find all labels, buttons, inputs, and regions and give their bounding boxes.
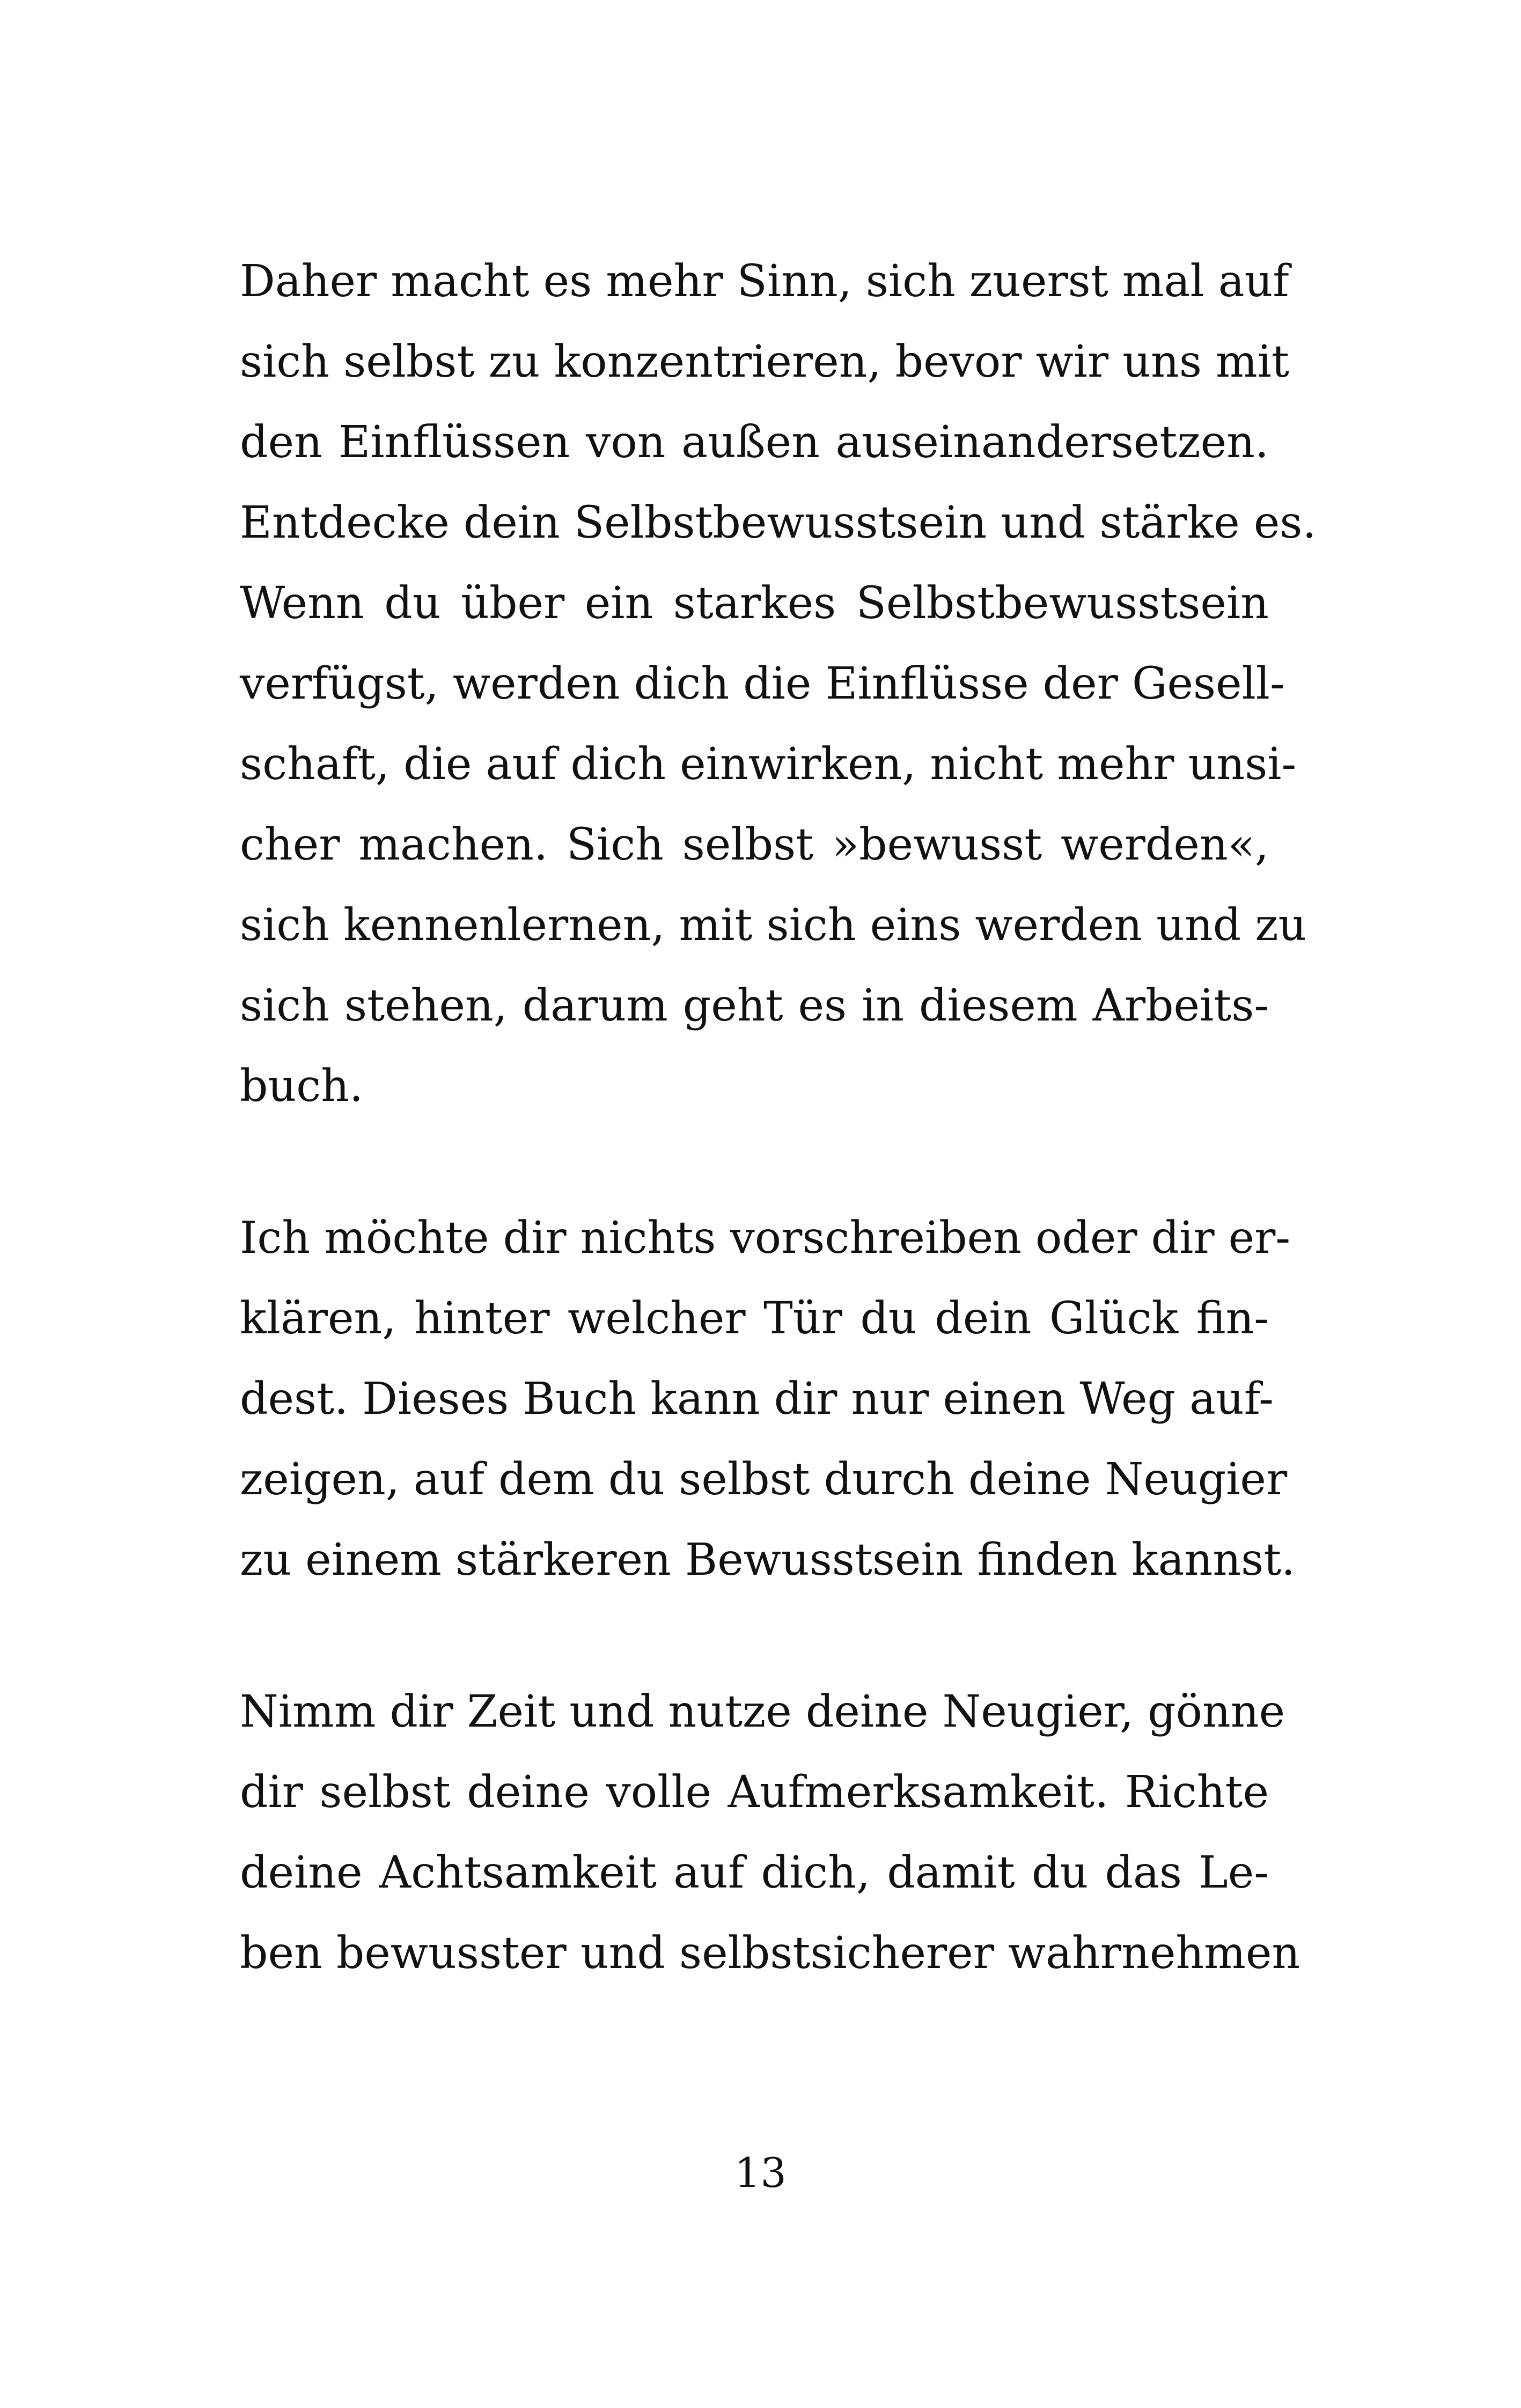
text-line: sich stehen, darum geht es in diesem Arbeits-: [240, 980, 1269, 1031]
text-line: Nimm dir Zeit und nutze deine Neugier, gönne: [240, 1686, 1285, 1737]
text-line: den Einflüssen von außen auseinandersetzen.: [240, 417, 1269, 468]
text-line: zu einem stärkeren Bewusstsein finden kannst.: [240, 1535, 1296, 1585]
text-line: Entdecke dein Selbstbewusstsein und stärke es.: [240, 497, 1317, 548]
text-line: dest. Dieses Buch kann dir nur einen Weg auf-: [240, 1374, 1274, 1425]
text-line: zeigen, auf dem du selbst durch deine Neugier: [240, 1454, 1288, 1505]
text-line: Daher macht es mehr Sinn, sich zuerst mal auf: [240, 256, 1289, 307]
text-line: deine Achtsamkeit auf dich, damit du das Le-: [240, 1847, 1269, 1898]
page-number: 13: [734, 2149, 787, 2197]
text-line: ben bewusster und selbstsicherer wahrnehmen: [240, 1928, 1300, 1979]
text-line: schaft, die auf dich einwirken, nicht mehr unsi-: [240, 739, 1297, 790]
text-line: dir selbst deine volle Aufmerksamkeit. Richte: [240, 1767, 1269, 1818]
text-line: Ich möchte dir nichts vorschreiben oder dir er-: [240, 1213, 1291, 1264]
text-line: Wenn du über ein starkes Selbstbewusstsein: [240, 578, 1269, 629]
text-line: sich kennenlernen, mit sich eins werden und zu: [240, 900, 1307, 951]
text-line: buch.: [240, 1061, 364, 1112]
text-line: sich selbst zu konzentrieren, bevor wir uns mit: [240, 336, 1289, 387]
text-line: klären, hinter welcher Tür du dein Glück fin-: [240, 1293, 1269, 1344]
text-line: verfügst, werden dich die Einflüsse der Gesell-: [240, 658, 1285, 709]
text-line: cher machen. Sich selbst »bewusst werden«,: [240, 819, 1269, 870]
